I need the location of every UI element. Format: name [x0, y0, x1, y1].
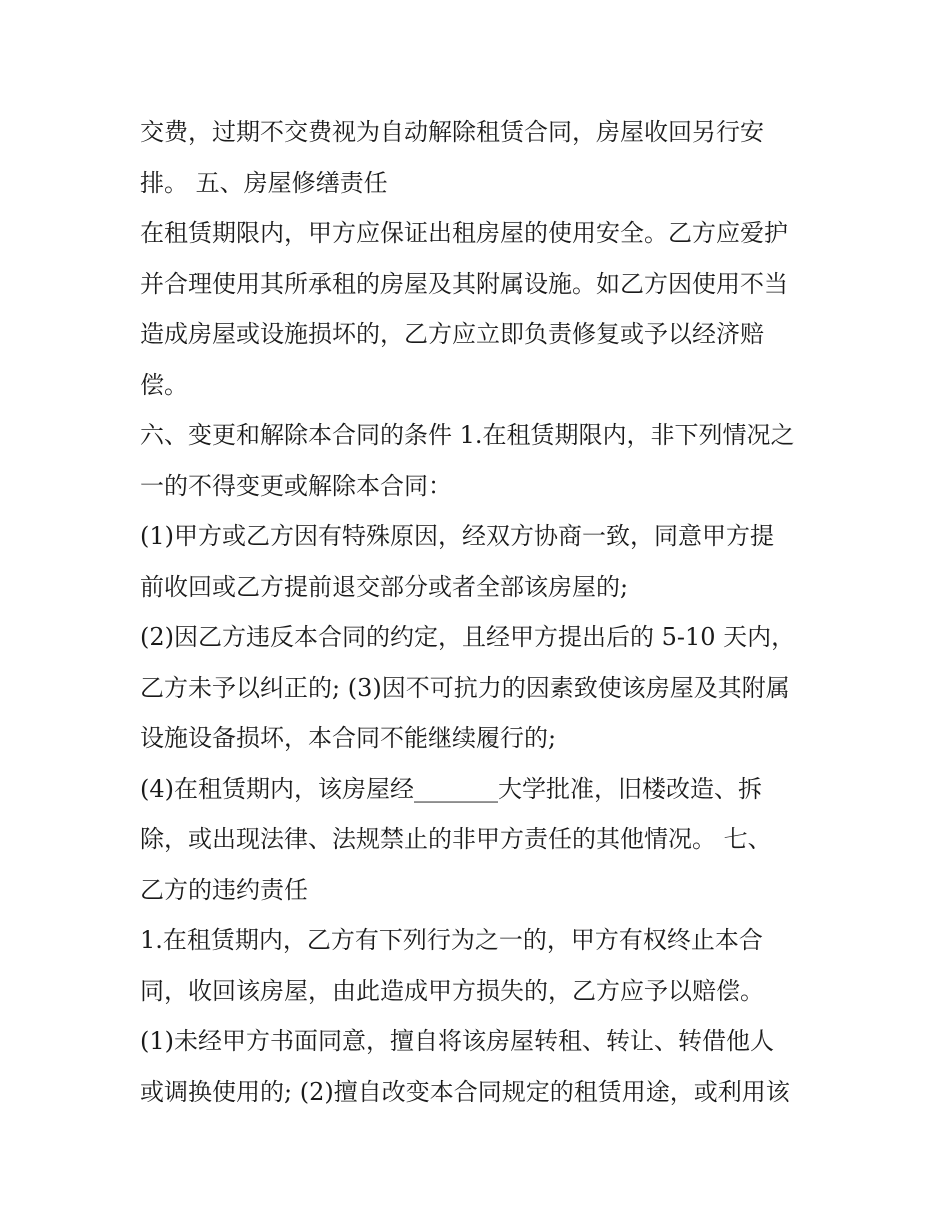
- text-line: 排。 五、房屋修缮责任: [140, 168, 388, 197]
- text-line: (1)甲方或乙方因有特殊原因，经双方协商一致，同意甲方提: [140, 522, 774, 550]
- text-line: 六、变更和解除本合同的条件 1.在租赁期限内，非下列情况之: [140, 421, 795, 449]
- text-line: 同，收回该房屋，由此造成甲方损失的，乙方应予以赔偿。: [140, 976, 764, 1005]
- text-line: 或调换使用的; (2)擅自改变本合同规定的租赁用途，或利用该: [140, 1077, 790, 1106]
- text-line: 乙方的违约责任: [140, 875, 308, 904]
- text-line: 偿。: [140, 370, 188, 399]
- text-line: 交费，过期不交费视为自动解除租赁合同，房屋收回另行安: [140, 118, 764, 146]
- text-line: (4)在租赁期内，该房屋经_______大学批准，旧楼改造、拆: [140, 774, 762, 803]
- text-line: 一的不得变更或解除本合同：: [140, 471, 452, 500]
- text-line: 前收回或乙方提前退交部分或者全部该房屋的;: [140, 572, 629, 601]
- text-line: 除，或出现法律、法规禁止的非甲方责任的其他情况。 七、: [140, 825, 772, 853]
- text-line: 1.在租赁期内，乙方有下列行为之一的，甲方有权终止本合: [140, 926, 763, 954]
- text-line: 造成房屋或设施损坏的，乙方应立即负责修复或予以经济赔: [140, 320, 764, 348]
- document-body: [140, 107, 820, 1117]
- text-line: 在租赁期限内，甲方应保证出租房屋的使用安全。乙方应爱护: [140, 219, 788, 247]
- text-line: 乙方未予以纠正的; (3)因不可抗力的因素致使该房屋及其附属: [140, 673, 790, 702]
- text-line: 设施设备损坏，本合同不能继续履行的;: [140, 724, 557, 752]
- text-line: 并合理使用其所承租的房屋及其附属设施。如乙方因使用不当: [140, 269, 788, 298]
- text-line: (1)未经甲方书面同意，擅自将该房屋转租、转让、转借他人: [140, 1027, 774, 1055]
- text-line: (2)因乙方违反本合同的约定，且经甲方提出后的 5-10 天内，: [140, 623, 796, 651]
